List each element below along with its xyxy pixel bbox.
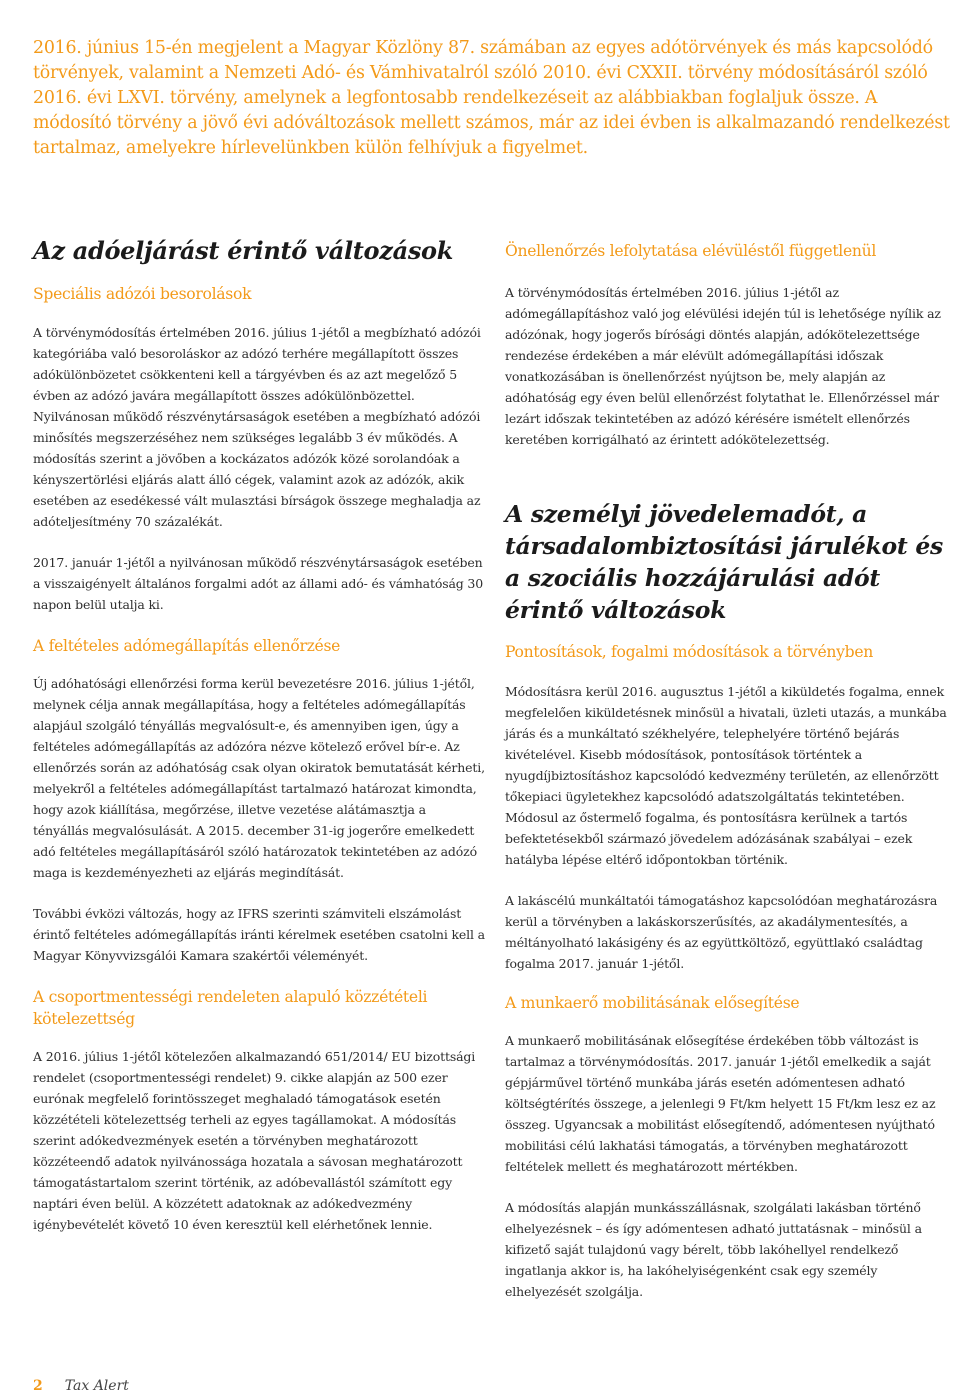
paragraph: Módosításra kerül 2016. augusztus 1-jétől a kiküldetés fogalma, ennek megfelelően kiküldetésnek minősül a hivatali, üzleti utazás, a munkába járás és a munkáltató székhelyére, telephelyére történő bejárás kivételével. Kisebb módosítások, pontosítások történtek a nyugdíjbiztosításhoz kapcsolódó kedvezmény területén, az ellenőrzött tőkepiaci ügyletekhez kapcsolódó adatszolgáltatás tekintetében. Módosul az őstermelő fogalma, és pontosításra kerülnek a tartós befektetésekből származó jövedelem adózásának szabályai – ezek hatályba lépése eltérő időpontokban történik. [505,684,947,867]
subheading-onellenorzes: Önellenőrzés lefolytatása elévüléstől függetlenül [505,242,877,260]
subheading-specialis: Speciális adózói besorolások [33,285,252,303]
section-heading-szja: A személyi jövedelemadót, a társadalombiztosítási járulékot és a szociális hozzájárulási adót érintő változások [505,500,943,624]
paragraph: Új adóhatósági ellenőrzési forma kerül bevezetésre 2016. július 1-jétől, melynek célja annak megállapítása, hogy a feltételes adómegállapítás alapjául szolgáló tényállás megvalósult-e, és amennyiben igen, úgy a feltételes adómegállapítás az adózóra nézve kötelező erővel bír-e. Az ellenőrzés során az adóhatóság csak olyan okiratok bemutatását kérheti, melyekről a feltételes adómegállapítást tartalmazó határozat kimondta, hogy azok kiállítása, megőrzése, illetve vezetése alátámasztja a tényállás megvalósulását. A 2015. december 31-ig jogerőre emelkedett adó feltételes megállapításáról szóló határozatok tekintetében az adózó maga is kezdeményezheti az eljárás megindítását. [33,676,485,880]
section-heading-adoeljaras: Az adóeljárást érintő változások [33,236,454,265]
subheading-feltételes: A feltételes adómegállapítás ellenőrzése [33,637,341,655]
subheading-mobilitas: A munkaerő mobilitásának elősegítése [505,994,800,1012]
publication-title: Tax Alert [64,1378,129,1394]
paragraph: A lakáscélú munkáltatói támogatáshoz kapcsolódóan meghatározásra kerül a törvényben a lakáskorszerűsítés, az akadálymentesítés, a méltányolható lakásigény és az együttköltöző, együttlakó családtag fogalma 2017. január 1-jétől. [505,893,938,971]
paragraph: A módosítás alapján munkásszállásnak, szolgálati lakásban történő elhelyezésnek – és így adómentesen adható juttatásnak – minősül a kifizető saját tulajdonú vagy bérelt, több lakóhellyel rendelkező ingatlanja akkor is, ha lakóhelyiségenként csak egy személy elhelyezését szolgálja. [505,1200,922,1299]
paragraph: A 2016. július 1-jétől kötelezően alkalmazandó 651/2014/ EU bizottsági rendelet (csoportmentességi rendelet) 9. cikke alapján az 500 ezer eurónak megfelelő forintösszeget meghaladó támogatások esetén közzétételi kötelezettség terheli az egyes tagállamokat. A módosítás szerint adókedvezmények esetén a törvényben meghatározott közzéteendő adatok nyilvánossága hozatala a sávosan meghatározott támogatástartalom szerint történik, az adóbevallástól számított egy naptári éven belül. A közzétett adatoknak az adókedvezmény igénybevételét követő 10 éven keresztül kell elérhetőnek lennie. [33,1049,476,1232]
intro-paragraph: 2016. június 15-én megjelent a Magyar Közlöny 87. számában az egyes adótörvények és más kapcsolódó törvények, valamint a Nemzeti Adó- és Vámhivatalról szóló 2010. évi CXXII. törvény módosításáról szóló 2016. évi LXVI. törvény, amelynek a legfontosabb rendelkezéseit az alábbiakban foglaljuk össze. A módosító törvény a jövő évi adóváltozások mellett számos, már az idei évben is alkalmazandó rendelkezést tartalmaz, amelyekre hírlevelünkben külön felhívjuk a figyelmet. [33,38,950,158]
subheading-csoportmentessegi: A csoportmentességi rendeleten alapuló közzétételi kötelezettség [33,988,428,1028]
subheading-pontositasok: Pontosítások, fogalmi módosítások a törvényben [505,643,874,661]
left-column [33,235,485,1235]
paragraph: A törvénymódosítás értelmében 2016. július 1-jétől a megbízható adózói kategóriába való besoroláskor az adózó terhére megállapított összes adókülönbözetet csökkenteni kell a tárgyévben és az azt megelőző 5 évben az adózó javára megállapított összes adókülönbözettel. Nyilvánosan működő részvénytársaságok esetében a megbízható adózói minősítés megszerzéséhez nem szükséges legalább 3 év működés. A módosítás szerint a jövőben a kockázatos adózók közé sorolandóak a kényszertörlési eljárás alatt álló cégek, valamint azok az adózók, akik esetében az esedékessé vált mulasztási bírságok összege meghaladja az adóteljesítmény 70 százalékát. [33,325,481,529]
right-column [505,235,957,1302]
paragraph: További évközi változás, hogy az IFRS szerinti számviteli elszámolást érintő feltételes adómegállapítás iránti kérelmek esetében csatolni kell a Magyar Könyvvizsgálói Kamara szakértői véleményét. [33,906,485,963]
page-footer [33,1378,129,1394]
page-number: 2 [33,1378,43,1394]
paragraph: A munkaerő mobilitásának elősegítése érdekében több változást is tartalmaz a törvénymódosítás. 2017. január 1-jétől emelkedik a saját gépjárművel történő munkába járás esetén adómentesen adható költségtérítés összege, a jelenlegi 9 Ft/km helyett 15 Ft/km lesz ez az összeg. Ugyancsak a mobilitást elősegítendő, adómentesen nyújtható mobilitási célú lakhatási támogatás, a törvényben meghatározott feltételek mellett és meghatározott mértékben. [505,1033,936,1174]
paragraph: 2017. január 1-jétől a nyilvánosan működő részvénytársaságok esetében a visszaigényelt általános forgalmi adót az állami adó- és vámhatóság 30 napon belül utalja ki. [33,555,484,612]
paragraph: A törvénymódosítás értelmében 2016. július 1-jétől az adómegállapításhoz való jog elévülési idején túl is lehetősége nyílik az adózónak, hogy jogerős bírósági döntés alapján, adókötelezettsége rendezése érdekében a már elévült adómegállapítási időszak vonatkozásában is önellenőrzést nyújtson be, mely alapján az adóhatóság egy éven belül ellenőrzést folytathat le. Ellenőrzéssel már lezárt időszak tekintetében az adózó kérésére ismételt ellenőrzés keretében korrigálható az érintett adókötelezettség. [505,285,941,447]
